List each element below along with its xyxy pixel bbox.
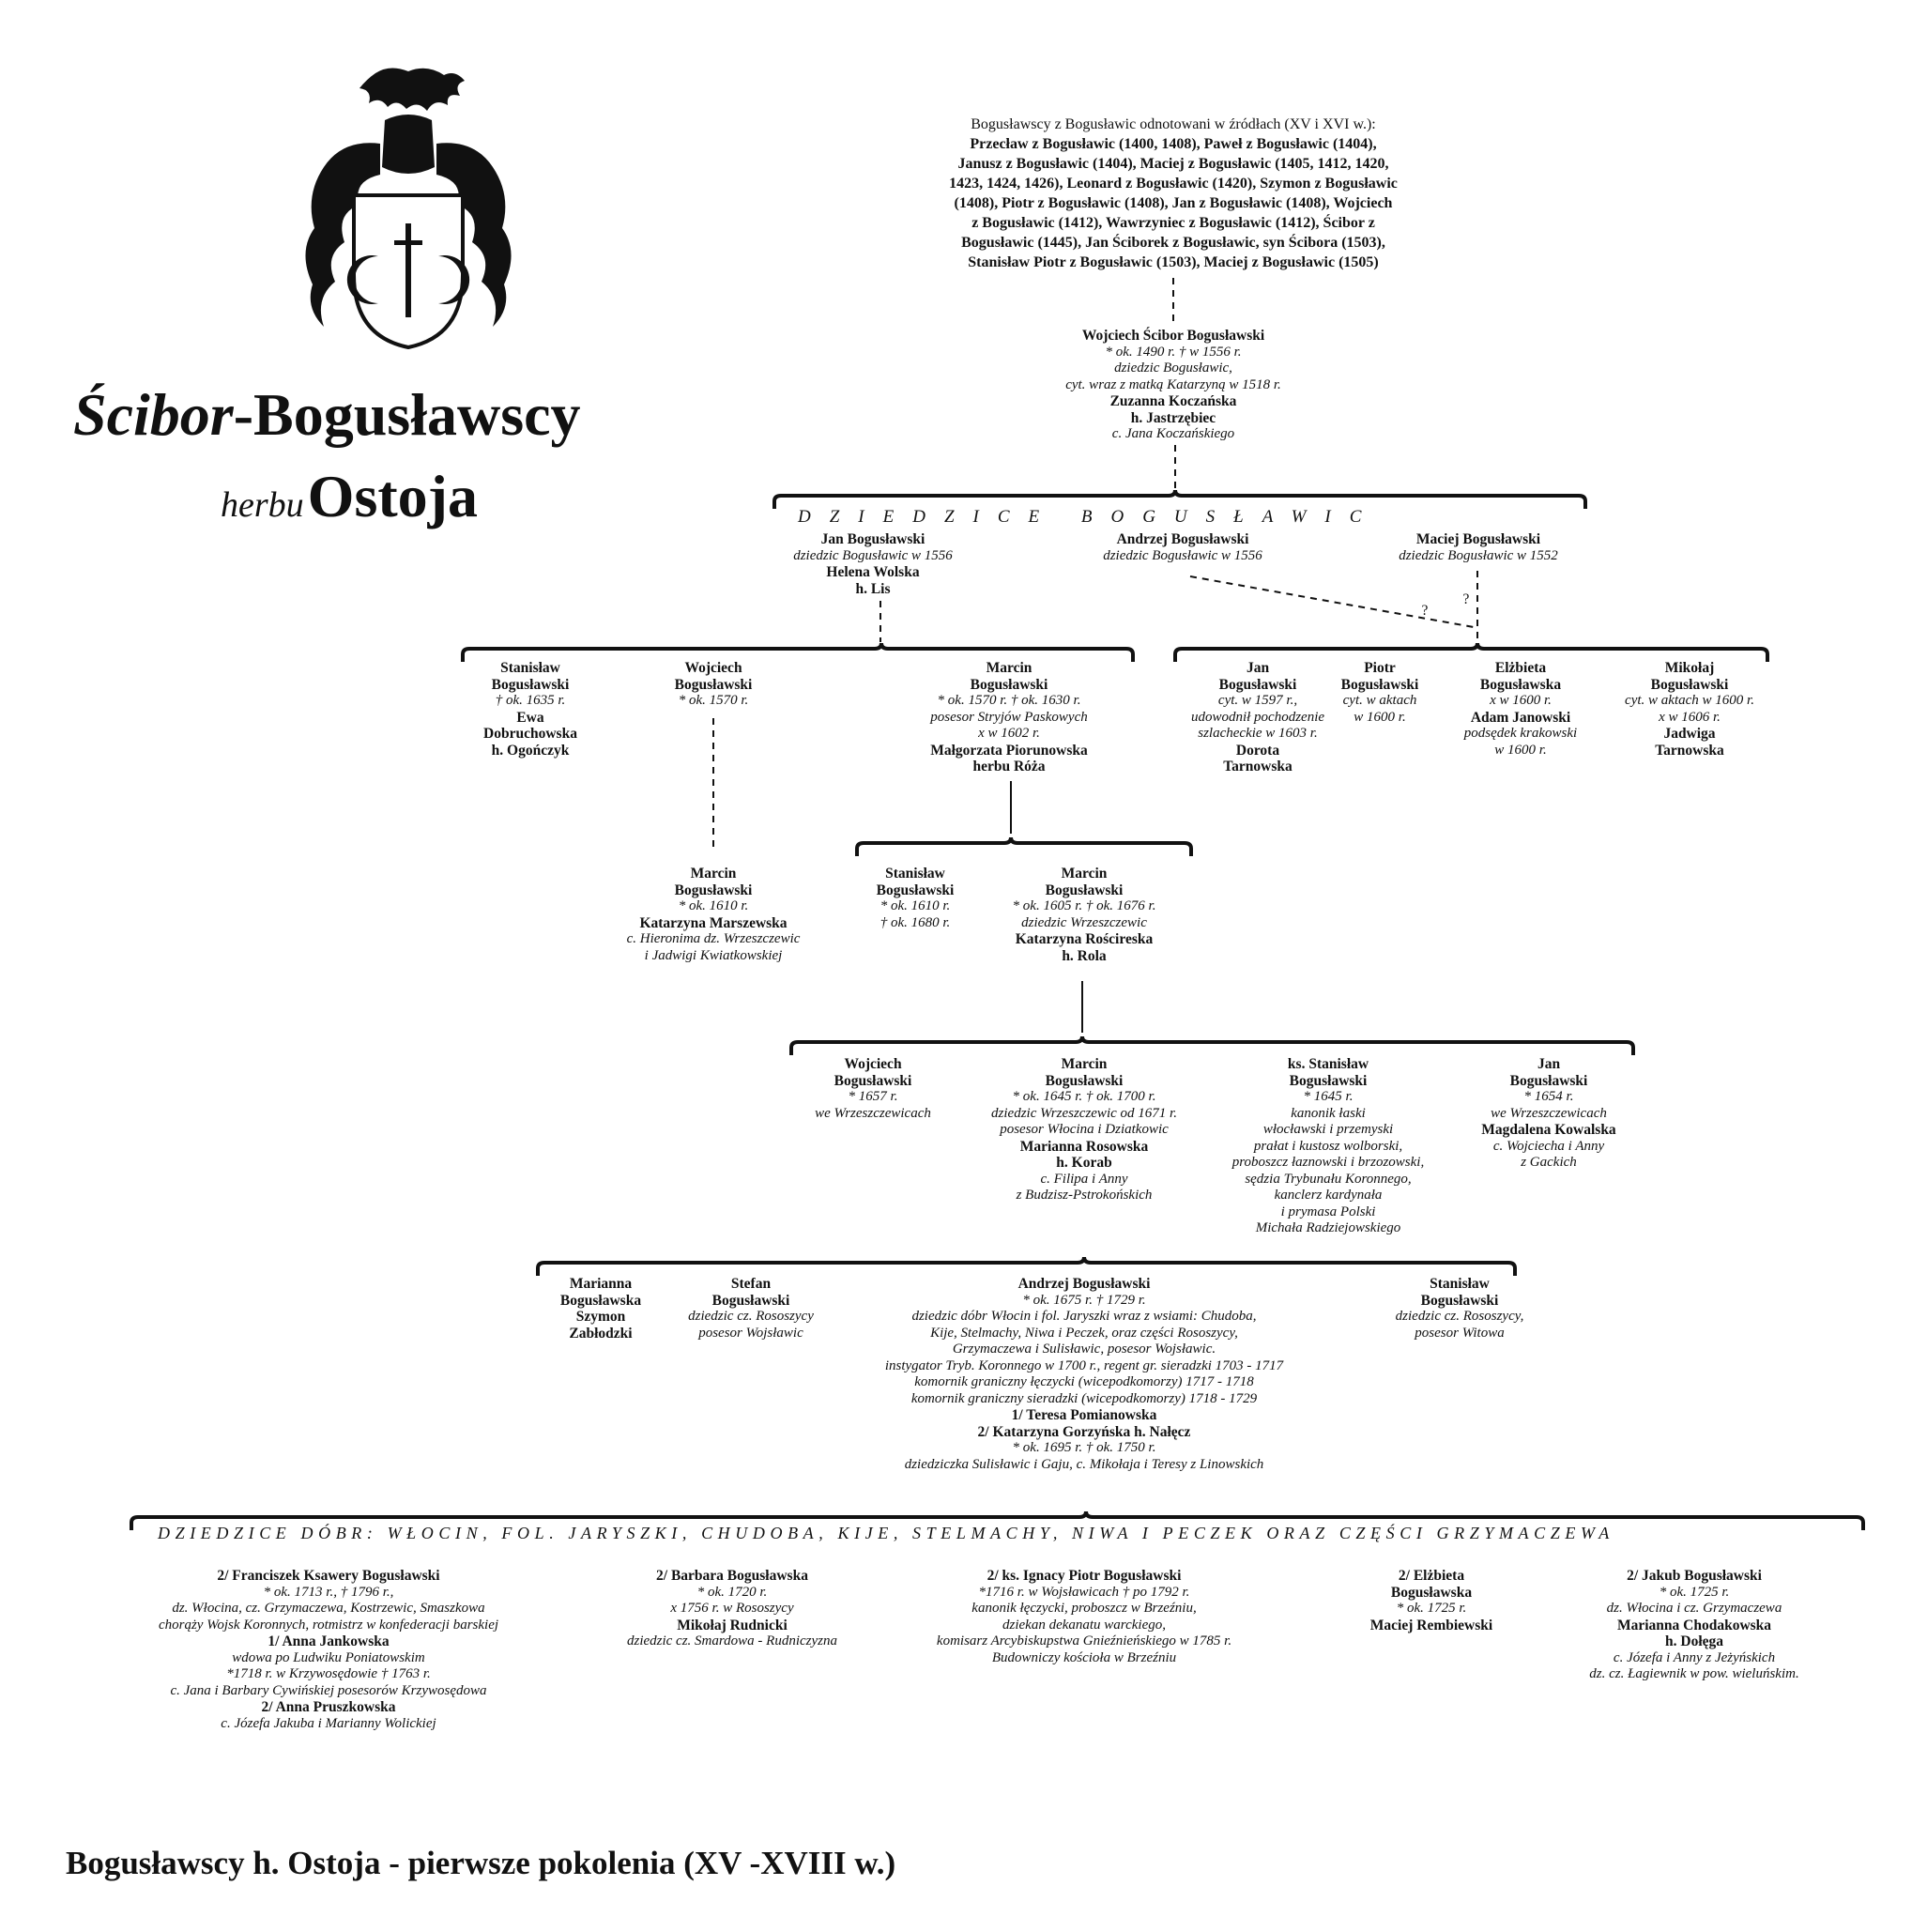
person-note-line: posesor Stryjów Paskowych (930, 709, 1088, 725)
person-note-line: Kije, Stelmachy, Niwa i Peczek, oraz części Rososzycy, (930, 1325, 1238, 1341)
person-wojciech-1570 (619, 660, 807, 710)
dash-andrzej-to-maciej-children (1190, 576, 1474, 627)
person-name-line: 1/ Teresa Pomianowska (1011, 1407, 1157, 1423)
person-maciej-1552 (1342, 531, 1614, 564)
person-note-line: † ok. 1635 r. (495, 693, 566, 708)
person-name-line: Stanisław (500, 660, 560, 676)
person-note-line: c. Józefa Jakuba i Marianny Wolickiej (221, 1715, 436, 1731)
person-name-line: Bogusławski (674, 882, 753, 898)
person-note-line: c. Hieronima dz. Wrzeszczewic (626, 931, 801, 946)
person-name-line: Tarnowska (1655, 742, 1724, 759)
person-name-line: Szymon (575, 1309, 626, 1325)
bracket-jan-children (463, 643, 1133, 662)
person-name-line: Magdalena Kowalska (1481, 1122, 1616, 1138)
person-note-line: c. Jana i Barbary Cywińskiej posesorów Krzywosędowa (170, 1682, 487, 1698)
person-note-line: posesor Wojsławic (698, 1325, 803, 1341)
person-ignacy (896, 1568, 1272, 1666)
person-name-line: herbu Róża (972, 759, 1046, 774)
uncertain-marker: ? (1462, 591, 1470, 607)
person-note-line: z Budzisz-Pstrokońskich (1016, 1188, 1153, 1203)
person-name-line: Wojciech (844, 1056, 902, 1072)
intro-line: Stanisław Piotr z Bogusławic (1503), Maciej z Bogusławic (1505) (968, 254, 1379, 270)
person-note-line: we Wrzeszczewicach (1491, 1105, 1607, 1121)
person-note-line: komornik graniczny łęczycki (wicepodkomorzy) 1717 - 1718 (914, 1374, 1254, 1389)
person-note-line: i prymasa Polski (1280, 1204, 1376, 1219)
person-name-line: Jan Bogusławski (820, 531, 925, 547)
subtitle-ostoja: Ostoja (307, 463, 478, 529)
person-name-line: h. Ogończyk (491, 742, 570, 759)
person-name-line: Bogusławski (674, 676, 753, 693)
person-name-line: h. Rola (1062, 947, 1107, 964)
person-note-line: c. Józefa i Anny z Jeżyńskich (1613, 1649, 1776, 1665)
person-note-line: proboszcz łaznowski i brzozowski, (1231, 1155, 1425, 1170)
bracket-maciej-children (1175, 643, 1767, 662)
person-note-line: szlacheckie w 1603 r. (1198, 726, 1318, 741)
person-name-line: Bogusławski (1340, 676, 1419, 693)
person-name-line: Stanisław (885, 866, 945, 882)
person-note-line: posesor Witowa (1415, 1325, 1505, 1341)
person-note-line: * ok. 1675 r. † 1729 r. (1022, 1292, 1146, 1308)
person-note-line: * ok. 1645 r. † ok. 1700 r. (1012, 1089, 1156, 1104)
person-note-line: kanonik łęczycki, proboszcz w Brzeźniu, (971, 1601, 1197, 1616)
person-stanislaw-witowa (1361, 1276, 1558, 1342)
person-note-line: * ok. 1725 r. (1659, 1584, 1730, 1600)
person-elzbieta-1725 (1333, 1568, 1530, 1633)
bracket-dziedzice-boguslawic (774, 490, 1585, 509)
person-note-line: * ok. 1720 r. (696, 1584, 768, 1600)
person-name-line: Marianna Chodakowska (1616, 1617, 1772, 1633)
person-note-line: dz. Włocina i cz. Grzymaczewa (1606, 1601, 1782, 1616)
person-andrzej-1675 (835, 1276, 1333, 1473)
person-name-line: Bogusławski (1218, 676, 1297, 693)
person-name-line: Bogusławski (711, 1292, 790, 1309)
person-note-line: c. Jana Koczańskiego (1111, 426, 1235, 441)
person-note-line: * ok. 1610 r. (678, 898, 749, 913)
title-boguslawscy: -Bogusławscy (233, 381, 581, 448)
person-note-line: x w 1602 r. (978, 726, 1040, 741)
person-name-line: Bogusławski (970, 676, 1048, 693)
person-note-line: * ok. 1695 r. † ok. 1750 r. (1012, 1440, 1156, 1455)
person-note-line: w 1600 r. (1354, 709, 1406, 725)
person-andrzej-1556 (1051, 531, 1314, 564)
person-name-line: h. Dołęga (1665, 1633, 1723, 1649)
person-note-line: komisarz Arcybiskupstwa Gnieźnieńskiego w 1785 r. (936, 1633, 1232, 1648)
person-note-line: dziedzic Bogusławic w 1552 (1399, 547, 1558, 563)
subtitle-herbu: herbu (221, 485, 304, 525)
bracket-marcin1645-children (538, 1257, 1515, 1276)
person-name-line: 2/ Katarzyna Gorzyńska h. Nałęcz (977, 1423, 1191, 1440)
intro-line: Janusz z Bogusławic (1404), Maciej z Bogusławic (1405, 1412, 1420, (957, 156, 1389, 172)
person-note-line: † ok. 1680 r. (880, 914, 951, 930)
person-name-line: Bogusławski (876, 882, 955, 898)
person-note-line: * ok. 1570 r. (678, 693, 749, 708)
person-name-line: Katarzyna Rościreska (1015, 931, 1154, 947)
person-note-line: instygator Tryb. Koronnego w 1700 r., regent gr. sieradzki 1703 - 1717 (884, 1357, 1284, 1373)
person-barbara (601, 1568, 864, 1650)
person-note-line: dziedzic Bogusławic w 1556 (793, 547, 953, 563)
person-note-line: Budowniczy kościoła w Brzeźniu (991, 1649, 1177, 1665)
person-note-line: dziedziczka Sulisławic i Gaju, c. Mikołaja i Teresy z Linowskich (904, 1456, 1264, 1472)
person-name-line: Bogusławski (1509, 1072, 1588, 1089)
person-name-line: h. Korab (1056, 1155, 1112, 1171)
person-note-line: cyt. w 1597 r., (1217, 693, 1298, 708)
person-stanislaw-1635 (432, 660, 629, 759)
person-note-line: x w 1606 r. (1659, 709, 1721, 725)
person-name-line: Bogusławski (1420, 1292, 1499, 1309)
person-note-line: * 1645 r. (1303, 1089, 1354, 1104)
intro-paragraph (892, 115, 1455, 272)
person-name-line: Elżbieta (1494, 660, 1547, 676)
person-name-line: Andrzej Bogusławski (1116, 531, 1249, 547)
person-note-line: *1718 r. w Krzywosędowie † 1763 r. (226, 1666, 431, 1681)
person-ks-stanislaw-1645 (1201, 1056, 1455, 1237)
person-note-line: Michała Radziejowskiego (1255, 1220, 1401, 1235)
person-marcin-1570 (873, 660, 1145, 775)
person-note-line: cyt. w aktach (1342, 693, 1417, 708)
person-name-line: Bogusławski (1650, 676, 1729, 693)
person-name-line: Stefan (730, 1276, 772, 1292)
person-note-line: prałat i kustosz wolborski, (1253, 1138, 1403, 1154)
person-note-line: kanclerz kardynała (1274, 1188, 1383, 1203)
person-note-line: cyt. wraz z matką Katarzyną w 1518 r. (1065, 376, 1281, 392)
uncertain-marker: ? (1421, 603, 1429, 619)
person-name-line: 2/ Jakub Bogusławski (1627, 1568, 1762, 1584)
person-name-line: 2/ ks. Ignacy Piotr Bogusławski (987, 1568, 1182, 1584)
person-name-line: Marcin (1061, 866, 1108, 882)
person-note-line: posesor Włocina i Dziatkowic (1000, 1122, 1169, 1137)
person-name-line: Wojciech (684, 660, 742, 676)
person-name-line: Adam Janowski (1470, 709, 1571, 726)
person-name-line: Bogusławski (834, 1072, 912, 1089)
person-name-line: Dorota (1235, 742, 1280, 759)
person-name-line: Bogusławski (491, 676, 570, 693)
person-name-line: Bogusławska (1479, 676, 1562, 693)
person-name-line: 2/ Franciszek Ksawery Bogusławski (217, 1568, 440, 1584)
person-note-line: wdowa po Ludwiku Poniatowskim (232, 1649, 425, 1665)
person-note-line: c. Filipa i Anny (1040, 1171, 1128, 1187)
person-jan-1654 (1445, 1056, 1652, 1172)
intro-line: (1408), Piotr z Bogusławic (1408), Jan z Bogusławic (1408), Wojciech (954, 195, 1393, 211)
intro-line: Przecław z Bogusławic (1400, 1408), Paweł z Bogusławic (1404), (970, 136, 1377, 152)
person-name-line: Marianna Rosowska (1019, 1138, 1149, 1155)
title-scibor: Ścibor (73, 381, 234, 448)
person-name-line: Andrzej Bogusławski (1017, 1276, 1151, 1292)
person-name-line: Zabłodzki (569, 1325, 633, 1342)
person-franciszek (122, 1568, 535, 1732)
person-name-line: Jadwiga (1663, 726, 1716, 742)
person-note-line: * ok. 1570 r. † ok. 1630 r. (937, 693, 1081, 708)
person-mikolaj-1600 (1586, 660, 1793, 759)
person-name-line: 1/ Anna Jankowska (268, 1633, 390, 1649)
person-note-line: cyt. w aktach w 1600 r. (1625, 693, 1754, 708)
person-note-line: dziedzic Bogusławic, (1114, 360, 1232, 376)
person-jan-1556 (742, 531, 1004, 597)
footer-caption: Bogusławscy h. Ostoja - pierwsze pokolenia (XV -XVIII w.) (66, 1845, 896, 1881)
person-name-line: 2/ Anna Pruszkowska (261, 1699, 396, 1715)
person-name-line: Zuzanna Koczańska (1109, 393, 1237, 409)
person-note-line: i Jadwigi Kwiatkowskiej (644, 947, 783, 963)
person-note-line: x w 1600 r. (1490, 693, 1552, 708)
section-dziedzice-dobr: DZIEDZICE DÓBR: WŁOCIN, FOL. JARYSZKI, CHUDOBA, KIJE, STELMACHY, NIWA I PECZEK ORAZ CZĘŚCI GRZYMACZEWA (158, 1524, 1614, 1542)
section-dziedzice-boguslawic: DZIEDZICE BOGUSŁAWIC (798, 507, 1381, 527)
intro-line: 1423, 1424, 1426), Leonard z Bogusławic (1420), Szymon z Bogusławic (949, 176, 1398, 192)
person-note-line: * 1654 r. (1523, 1089, 1574, 1104)
person-name-line: Piotr (1364, 660, 1396, 676)
person-note-line: dziedzic cz. Smardowa - Rudniczyzna (626, 1633, 837, 1648)
person-name-line: Jan (1537, 1056, 1561, 1072)
person-name-line: ks. Stanisław (1287, 1056, 1369, 1072)
person-wojciech-1657 (779, 1056, 967, 1122)
person-note-line: dz. cz. Łagiewnik w pow. wieluńskim. (1589, 1666, 1799, 1681)
person-note-line: komornik graniczny sieradzki (wicepodkomorzy) 1718 - 1729 (910, 1390, 1258, 1406)
person-name-line: h. Jastrzębiec (1130, 409, 1216, 426)
person-name-line: Bogusławski (1289, 1072, 1368, 1089)
person-note-line: dziekan dekanatu warckiego, (1002, 1617, 1166, 1633)
person-name-line: Marcin (986, 660, 1032, 676)
person-name-line: Katarzyna Marszewska (639, 914, 788, 931)
person-note-line: kanonik łaski (1291, 1105, 1366, 1121)
person-name-line: Bogusławska (1390, 1584, 1473, 1601)
person-note-line: dziedzic Bogusławic w 1556 (1103, 547, 1262, 563)
person-note-line: dziedzic dóbr Włocin i fol. Jaryszki wraz z wsiami: Chudoba, (911, 1309, 1257, 1324)
person-name-line: Małgorzata Piorunowska (930, 742, 1088, 759)
person-note-line: * ok. 1610 r. (880, 898, 951, 913)
person-name-line: 2/ Elżbieta (1398, 1568, 1465, 1584)
page-subtitle (221, 462, 478, 531)
person-name-line: Bogusławski (1045, 882, 1124, 898)
person-name-line: Maciej Rembiewski (1369, 1617, 1493, 1633)
person-name-line: Mikołaj (1664, 660, 1715, 676)
person-name-line: Stanisław (1430, 1276, 1490, 1292)
person-note-line: dziedzic cz. Rososzycy (688, 1309, 814, 1324)
person-name-line: Bogusławska (559, 1292, 642, 1309)
person-note-line: dz. Włocina, cz. Grzymaczewa, Kostrzewic, Smaszkowa (172, 1601, 485, 1616)
person-note-line: * ok. 1605 r. † ok. 1676 r. (1012, 898, 1156, 913)
person-note-line: Grzymaczewa i Sulisławic, posesor Wojsławic. (952, 1342, 1216, 1357)
intro-heading: Bogusławscy z Bogusławic odnotowani w źródłach (XV i XVI w.): (971, 116, 1376, 132)
person-note-line: udowodnił pochodzenie (1190, 709, 1325, 725)
person-note-line: we Wrzeszczewicach (815, 1105, 931, 1121)
person-name-line: Wojciech Ścibor Bogusławski (1081, 328, 1265, 344)
person-note-line: sędzia Trybunału Koronnego, (1245, 1171, 1412, 1187)
person-wojciech-scibor (1014, 328, 1333, 443)
person-note-line: * 1657 r. (848, 1089, 898, 1104)
person-name-line: Maciej Bogusławski (1415, 531, 1541, 547)
person-name-line: Marcin (690, 866, 737, 882)
person-note-line: chorąży Wojsk Koronnych, rotmistrz w konfederacji barskiej (158, 1617, 499, 1633)
person-note-line: dziedzic cz. Rososzycy, (1395, 1309, 1524, 1324)
person-name-line: Dobruchowska (483, 726, 577, 742)
person-note-line: * ok. 1490 r. † w 1556 r. (1105, 344, 1242, 360)
person-name-line: Bogusławski (1045, 1072, 1124, 1089)
person-marcin-1610 (591, 866, 835, 964)
person-name-line: Jan (1246, 660, 1270, 676)
bracket-marcin1570-children (857, 837, 1191, 856)
person-name-line: 2/ Barbara Bogusławska (656, 1568, 808, 1584)
person-note-line: *1716 r. w Wojsławicach † po 1792 r. (978, 1584, 1190, 1600)
bracket-marcin1605-children (791, 1036, 1633, 1055)
intro-line: z Bogusławic (1412), Wawrzyniec z Bogusławic (1412), Ścibor z (971, 215, 1375, 231)
person-name-line: Helena Wolska (826, 564, 920, 580)
person-marianna (526, 1276, 676, 1342)
person-name-line: Marianna (569, 1276, 633, 1292)
person-note-line: dziedzic Wrzeszczewic (1021, 914, 1147, 930)
person-marcin-1605 (967, 866, 1201, 964)
person-name-line: h. Lis (855, 580, 891, 597)
person-note-line: dziedzic Wrzeszczewic od 1671 r. (991, 1105, 1177, 1121)
person-note-line: podsędek krakowski (1463, 726, 1578, 741)
person-jakub (1539, 1568, 1849, 1683)
person-note-line: c. Wojciecha i Anny (1492, 1138, 1605, 1154)
person-name-line: Mikołaj Rudnicki (677, 1617, 788, 1633)
person-name-line: Ewa (516, 709, 544, 726)
person-note-line: z Gackich (1521, 1155, 1577, 1170)
person-note-line: włocławski i przemyski (1262, 1122, 1394, 1137)
person-stefan (657, 1276, 845, 1342)
person-marcin-1645 (948, 1056, 1220, 1204)
page-title (73, 380, 581, 450)
person-name-line: Marcin (1061, 1056, 1108, 1072)
intro-line: Bogusławic (1445), Jan Ściborek z Bogusławic, syn Ścibora (1503), (961, 235, 1385, 251)
person-note-line: x 1756 r. w Rososzycy (670, 1601, 794, 1616)
ostoja-coat-of-arms (286, 64, 530, 355)
person-note-line: * ok. 1725 r. (1396, 1601, 1467, 1616)
person-note-line: w 1600 r. (1494, 742, 1547, 758)
person-name-line: Tarnowska (1223, 759, 1293, 774)
person-note-line: * ok. 1713 r., † 1796 r., (263, 1584, 394, 1600)
